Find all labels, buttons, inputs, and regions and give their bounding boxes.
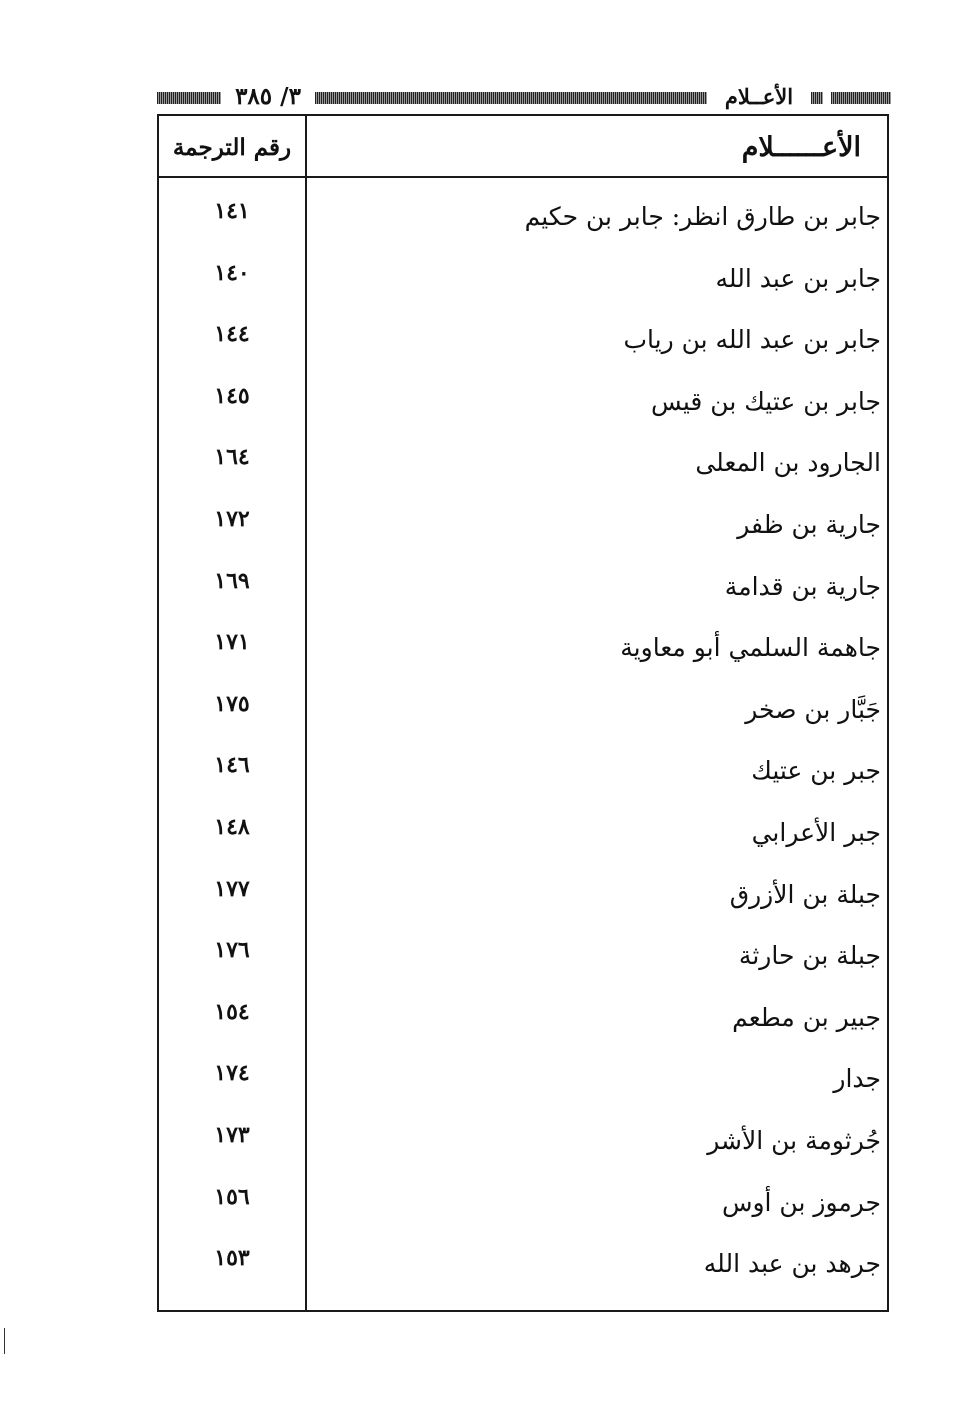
table-row xyxy=(159,250,887,312)
entry-name: جاهمة السلمي أبو معاوية xyxy=(620,633,881,663)
entry-number: ١٧٧ xyxy=(214,875,250,902)
table-row xyxy=(159,1112,887,1174)
entry-name: جدار xyxy=(833,1064,881,1094)
entry-name: جبلة بن الأزرق xyxy=(729,879,881,909)
entry-number: ١٤٥ xyxy=(214,382,250,409)
entry-number: ١٥٣ xyxy=(214,1245,250,1272)
entry-name: جارية بن قدامة xyxy=(724,571,881,601)
entry-number: ١٤١ xyxy=(214,198,250,224)
header-ornament-left xyxy=(157,92,221,104)
entry-name: جُرثومة بن الأشر xyxy=(707,1125,881,1155)
entry-name: جابر بن عتيك بن قيس xyxy=(650,386,881,416)
entry-number: ١٧٤ xyxy=(214,1060,250,1087)
table-row xyxy=(159,496,887,558)
entry-name: جبر الأعرابي xyxy=(751,817,881,847)
entry-number: ١٤٦ xyxy=(214,752,250,779)
table-row xyxy=(159,619,887,681)
entry-number: ١٧١ xyxy=(214,629,250,656)
table-body xyxy=(159,188,887,1297)
table-row xyxy=(159,188,887,250)
table-row xyxy=(159,681,887,743)
entry-name: جرموز بن أوس xyxy=(721,1187,881,1217)
table-row xyxy=(159,927,887,989)
entry-number: ١٥٦ xyxy=(214,1183,250,1210)
scan-margin-mark xyxy=(4,1328,5,1354)
entry-number: ١٦٤ xyxy=(214,444,250,471)
entry-name: جابر بن عبد الله بن رياب xyxy=(623,325,881,355)
entry-name: جابر بن طارق انظر: جابر بن حكيم xyxy=(524,202,881,231)
running-title: الأعــلام xyxy=(707,82,811,112)
header-rule xyxy=(159,176,887,178)
entry-number: ١٤٤ xyxy=(214,321,250,348)
table-row xyxy=(159,311,887,373)
entry-number: ١٤٠ xyxy=(214,259,250,286)
entry-number: ١٧٦ xyxy=(214,937,250,964)
entry-name: الجارود بن المعلى xyxy=(695,448,881,478)
table-row xyxy=(159,989,887,1051)
column-header-number: رقم الترجمة xyxy=(172,134,292,161)
entry-number: ١٥٤ xyxy=(214,998,250,1025)
table-row xyxy=(159,1174,887,1236)
table-row xyxy=(159,804,887,866)
entry-name: جبير بن مطعم xyxy=(732,1002,881,1032)
entry-name: جبلة بن حارثة xyxy=(738,941,881,971)
entry-number: ١٧٥ xyxy=(214,690,250,717)
page-number: ٣/ ٣٨٥ xyxy=(235,83,301,110)
table-row xyxy=(159,1050,887,1112)
table-row xyxy=(159,558,887,620)
entry-number: ١٧٣ xyxy=(214,1121,250,1148)
entry-number: ١٧٢ xyxy=(214,505,250,532)
entry-number: ١٤٨ xyxy=(214,813,250,840)
table-row xyxy=(159,373,887,435)
table-row xyxy=(159,1235,887,1297)
entry-name: جابر بن عبد الله xyxy=(715,263,881,293)
table-row xyxy=(159,866,887,928)
entry-number: ١٦٩ xyxy=(214,567,250,594)
entry-name: جبر بن عتيك xyxy=(751,756,881,786)
entry-name: جَبَّار بن صخر xyxy=(745,694,881,724)
page-header xyxy=(155,82,893,112)
index-table xyxy=(157,114,889,1312)
table-row xyxy=(159,434,887,496)
column-header-name: الأعــــــلام xyxy=(741,132,861,163)
header-ornament-right xyxy=(831,92,891,104)
entry-name: جارية بن ظفر xyxy=(737,509,881,539)
table-row xyxy=(159,742,887,804)
entry-name: جرهد بن عبد الله xyxy=(703,1249,881,1279)
